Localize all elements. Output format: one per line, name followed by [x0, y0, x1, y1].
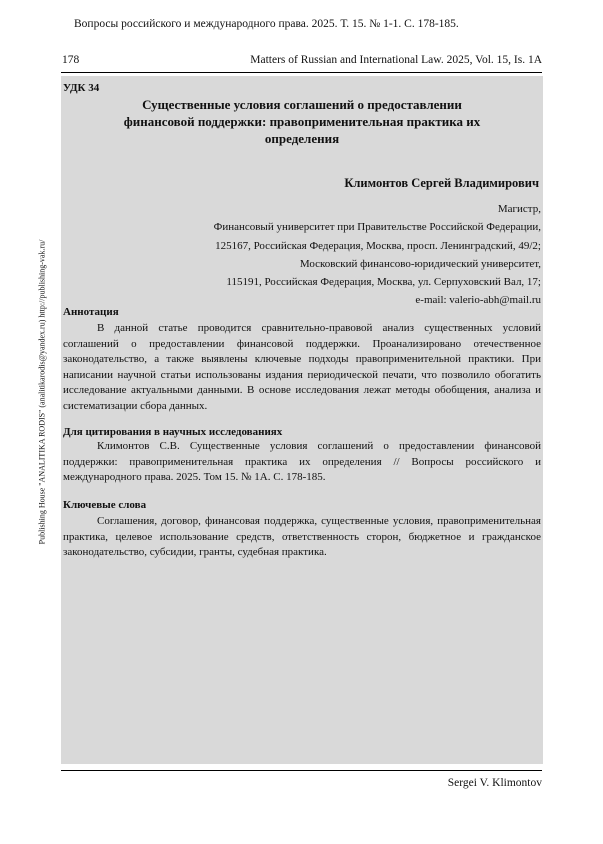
title-line: Существенные условия соглашений о предоставлении: [142, 97, 462, 112]
author-affiliation: [214, 200, 541, 310]
affiliation-email: e-mail: valerio-abh@mail.ru: [415, 294, 541, 307]
affiliation-line: 125167, Российская Федерация, Москва, просп. Ленинградский, 49/2;: [215, 239, 541, 252]
header-rule: [61, 72, 542, 73]
udk-code: УДК 34: [63, 82, 100, 94]
title-line: определения: [264, 131, 340, 146]
footer-rule: [61, 770, 542, 771]
keywords-text: Соглашения, договор, финансовая поддержка, существенные условия, правоприменительная практика, целевое использование средств, ответственность сторон, бюджетное и гражданское законодательство, субсидии, гранты, судебная практика.: [63, 515, 541, 559]
footer-author: Sergei V. Klimontov: [447, 777, 542, 789]
journal-header-ru: Вопросы российского и международного права. 2025. Т. 15. № 1-1. С. 178-185.: [74, 18, 459, 30]
abstract-text: В данной статье проводится сравнительно-правовой анализ существенных условий соглашений о предоставлении финансовой поддержки. Проанализировано отечественное законодательство, а также выявлены ключевые подходы правоприменительной практики. При написании научной статьи использованы издания периодической печати, что позволило обогатить исследование актуальными данными. В основе исследования лежат методы обобщения, анализа и систематизации сбора данных.: [63, 322, 541, 412]
article-title: [101, 96, 503, 147]
page-number: 178: [62, 54, 80, 66]
article-panel: [61, 76, 543, 764]
citation-text: Климонтов С.В. Существенные условия соглашений о предоставлении финансовой поддержки: правоприменительная практика их определения // Вопросы российского и международного права. 2025. Том 15. № 1А. С. 178-185.: [63, 440, 541, 484]
affiliation-line: Московский финансово-юридический университет,: [299, 257, 541, 270]
journal-header-en: Matters of Russian and International Law. 2025, Vol. 15, Is. 1A: [250, 54, 542, 66]
abstract-heading: Аннотация: [63, 306, 119, 318]
author-name: Климонтов Сергей Владимирович: [344, 176, 539, 190]
title-line: финансовой поддержки: правоприменительная практика их: [123, 114, 481, 129]
keywords-heading: Ключевые слова: [63, 499, 147, 511]
affiliation-line: Финансовый университет при Правительстве Российской Федерации,: [213, 221, 541, 234]
affiliation-line: 115191, Российская Федерация, Москва, ул. Серпуховский Вал, 17;: [226, 276, 541, 289]
citation-heading: Для цитирования в научных исследованиях: [63, 426, 283, 438]
publisher-side-text: Publishing House "ANALITIKA RODIS" (analitikarodis@yandex.ru) http://publishing-vak.ru/: [37, 239, 47, 545]
affiliation-line: Магистр,: [497, 203, 541, 215]
